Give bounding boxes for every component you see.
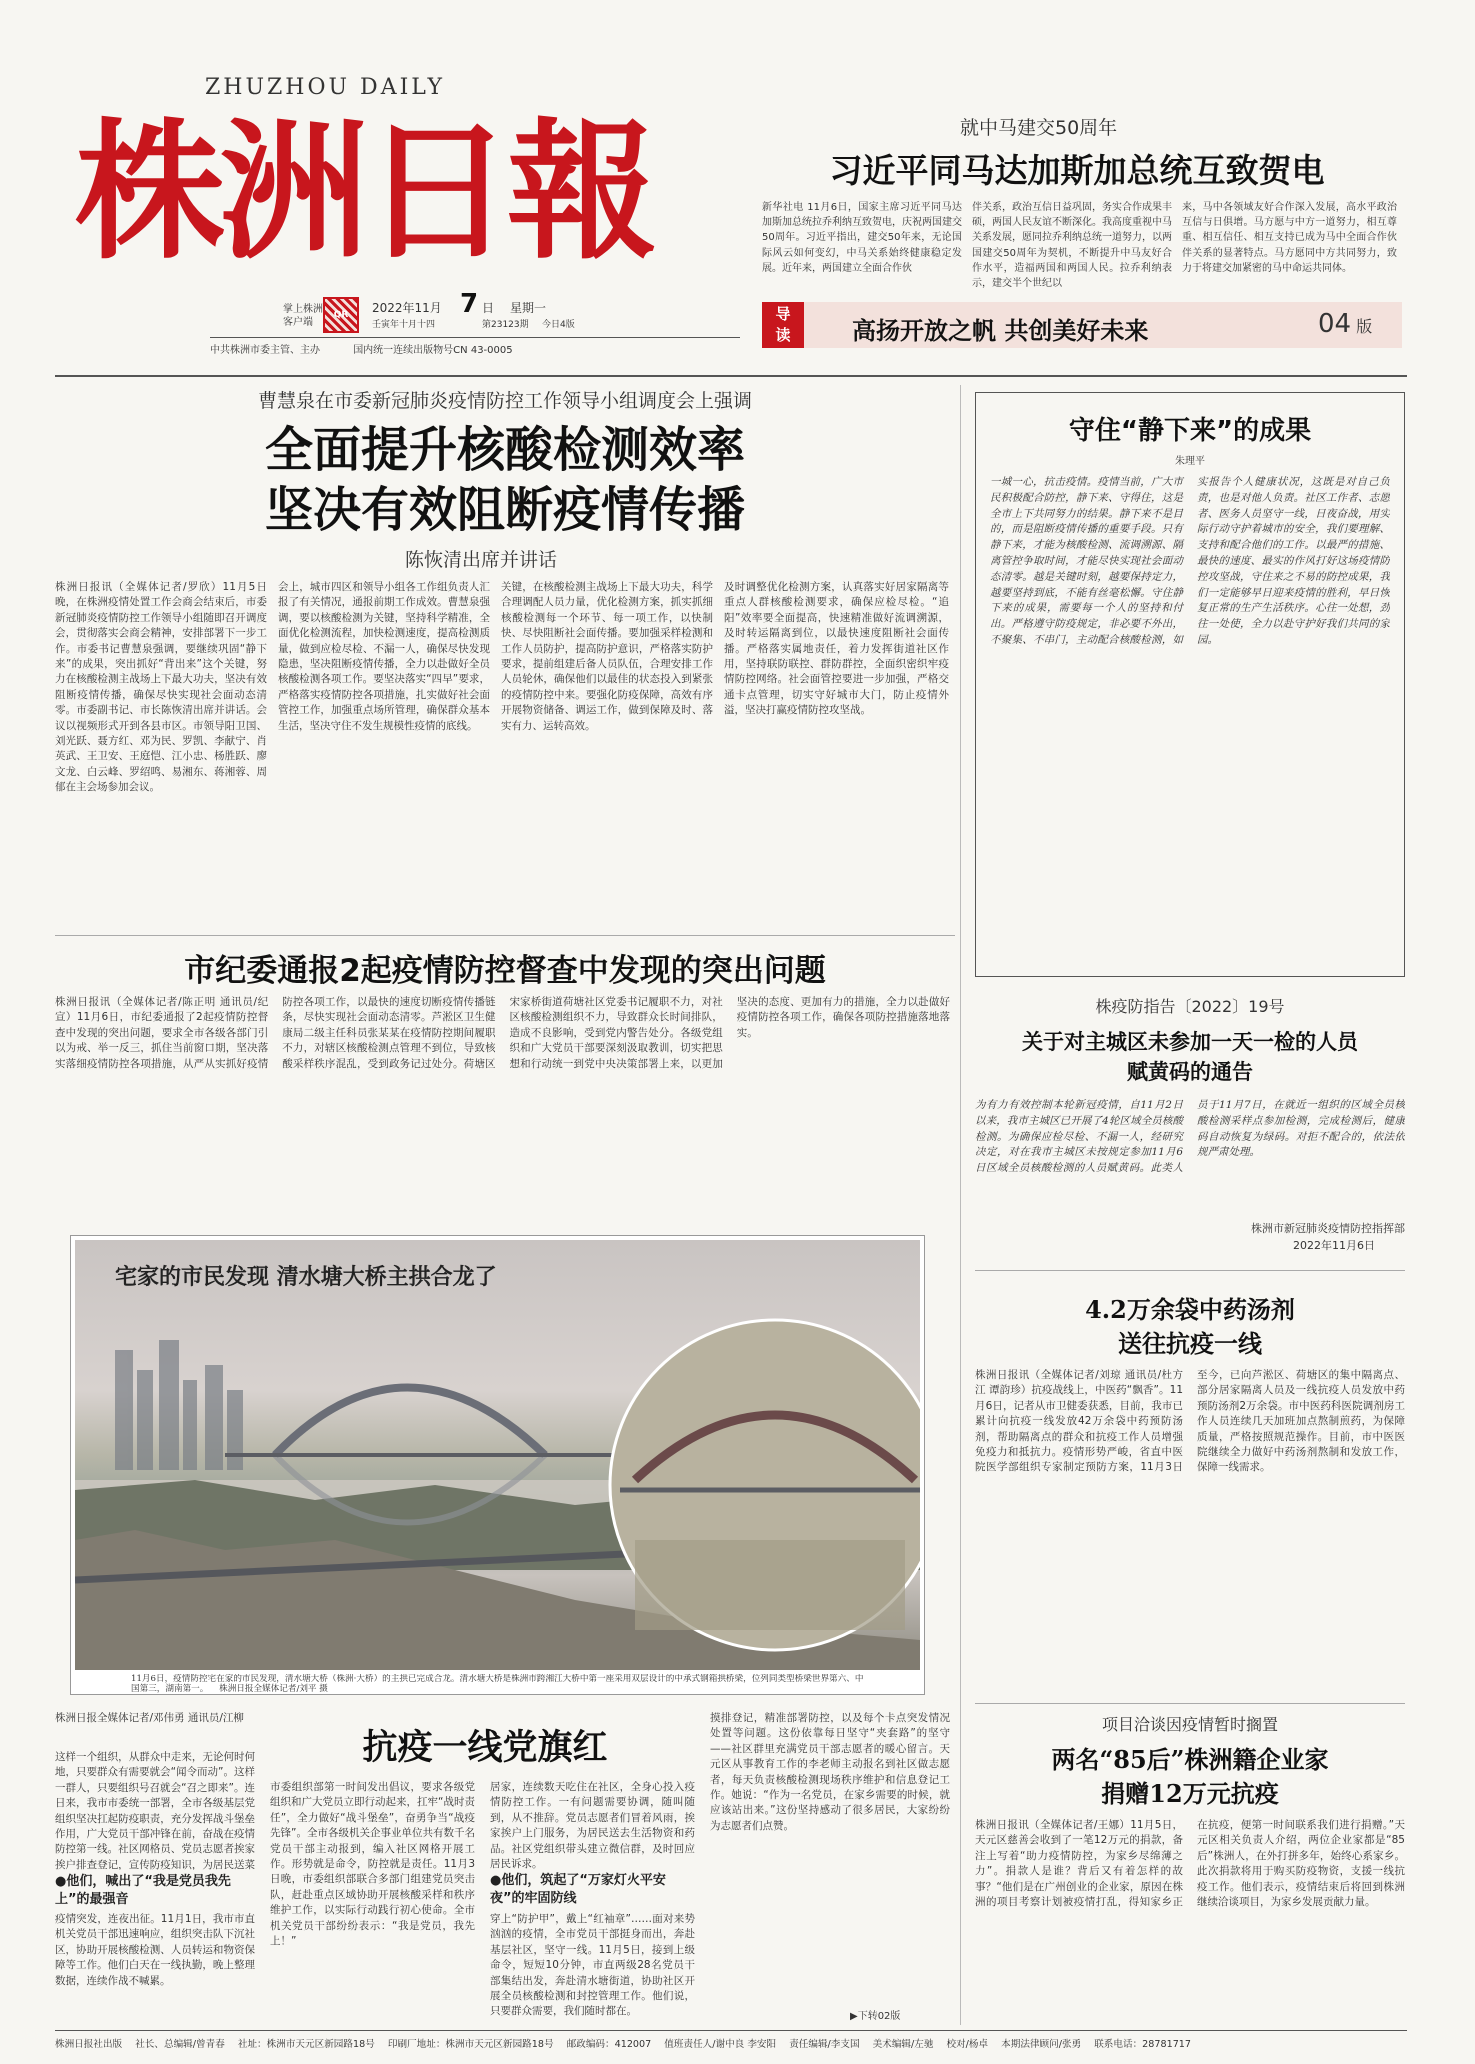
sponsor: 中共株洲市委主管、主办 [210, 345, 320, 356]
top-story-kicker: 就中马建交50周年 [960, 117, 1118, 139]
commentary-author: 朱理平 [1175, 456, 1205, 467]
party-subhead-1: ●他们，喊出了“我是党员我先上”的最强音 [55, 1874, 231, 1907]
footer-item: 本期法律顾问/张勇 [1001, 2039, 1082, 2050]
photo-caption [131, 1674, 871, 1694]
donation-kicker: 项目洽谈因疫情暂时搁置 [1101, 1715, 1278, 1734]
lead-col-4: 及时调整优化检测方案，认真落实好居家隔离等重点人群核酸检测要求，确保应检尽检。“追阳”效率要全面提高，快速精准做好流调溯源，及时转运隔离到位，以最快速度阻断社会面传播。严格落实属地责任，着力发挥街道社区作用，坚持联防联控、群防群控，全面织密织牢疫情防控网络。社会面管控要进一步加强，严格交通卡点管理，切实守好城市大门，防止疫情外溢，坚决打赢疫情防控攻坚战。 [724, 581, 949, 717]
lead-sub: 陈恢清出席并讲话 [405, 549, 558, 571]
donation-text: 株洲日报讯（全媒体记者/王娜）11月5日，天元区慈善会收到了一笔12万元的捐款，备注上写着“助力疫情防控，为家乡尽绵薄之力”。捐款人是谁？背后又有着怎样的故事？“他们是在广州创业的企业家，原因在株洲的项目考察计划被疫情打乱，得知家乡正在抗疫，便第一时间联系我们进行捐赠。”天元区相关负责人介绍，两位企业家都是“85后”株洲人，在外打拼多年，始终心系家乡。此次捐款将用于购买防疫物资，支援一线抗疫工作。他们表示，疫情结束后将回到株洲继续洽谈项目，为家乡发展贡献力量。 [975, 1819, 1405, 1909]
party-text-6: 摸排登记，精准部署防控，以及每个卡点突发情况处置等问题。这份依靠每日坚守“夹套路”的坚守——社区群里充满党员干部志愿者的暖心留言。天元区从事教育工作的李老师主动报名到社区做志愿者，每天负责核酸检测现场秩序维护和信息登记工作。她说：“作为一名党员，在家乡需要的时候，就应该站出来。”这份坚持感动了很多居民，大家纷纷为志愿者们点赞。 [710, 1712, 950, 1832]
notice-divider [975, 1270, 1405, 1271]
party-author: 株洲日报全媒体记者/邓伟勇 通讯员/江柳 [55, 1712, 244, 1724]
medicine-divider [975, 1703, 1405, 1704]
issue-number: 第23123期 [482, 320, 529, 330]
footer-item: 社址：株洲市天元区新园路18号 [237, 2039, 375, 2050]
discipline-text: 株洲日报讯（全媒体记者/陈正明 通讯员/纪宣）11月6日，市纪委通报了2起疫情防控督查中发现的突出问题，要求全市各级各部门引以为戒、举一反三，抓住当前窗口期，坚决落实落细疫情防控各项措施，从严从实抓好疫情防控各项工作，以最快的速度切断疫情传播链条，尽快实现社会面动态清零。芦淞区卫生健康局二级主任科员张某某在疫情防控期间履职不力，对辖区核酸检测点管理不到位，导致核酸采样秩序混乱，受到政务记过处分。荷塘区宋家桥街道荷塘社区党委书记履职不力，对社区核酸检测组织不力，导致群众长时间排队，造成不良影响，受到党内警告处分。各级党组织和广大党员干部要深刻汲取教训，切实把思想和行动统一到党中央决策部署上来，以更加坚决的态度、更加有力的措施，全力以赴做好疫情防控各项工作，确保各项防控措施落地落实。 [55, 996, 950, 1070]
footer-item: 联系电话：28781717 [1094, 2039, 1192, 2050]
guide-label-1: 导 [775, 305, 791, 323]
top-story-col-1: 新华社电 11月6日，国家主席习近平同马达加斯加总统拉乔利纳互致贺电，庆祝两国建交50周年。习近平指出，建交50年来，无论国际风云如何变幻，中马关系始终健康稳定发展。近年来，两国建立全面合作伙 [762, 202, 962, 274]
photo-bridge-illustration [75, 1240, 920, 1670]
party-text-4: 居家，连续数天吃住在社区，全身心投入疫情防控工作。一有问题需要协调，随叫随到，从不推辞。党员志愿者们冒着风雨，挨家挨户上门服务，为居民送去生活物资和药品。社区党组织带头建立微信群，及时回应居民诉求。 [490, 1781, 695, 1870]
lead-col-3: 关键，在核酸检测主战场上下最大功夫，科学合理调配人员力量，优化检测方案，抓实抓细核酸检测每一个环节、每一项工作，以快制快、尽快阻断社会面传播。要加强采样检测和工作人员防护，提高防护意识，严格落实防护要求，提前组建后备人员队伍，合理安排工作人员轮休，确保他们以最佳的状态投入到紧张的疫情防控中来。要强化防疫保障，高效有序开展物资储备、调运工作，做到保障及时、落实有力、运转高效。 [501, 581, 713, 732]
party-text-5: 穿上“防护甲”，戴上“红袖章”……面对来势汹汹的疫情，全市党员干部挺身而出，奔赴基层社区，坚守一线。11月5日，接到上级命令，短短10分钟，市直两级28名党员干部集结出发，奔赴清水塘街道，协助社区开展全员核酸检测和封控管理工作。他们说，只要群众需要，我们随时都在。 [490, 1913, 695, 2018]
footer-item: 值班责任人/谢中良 李安阳 [664, 2039, 777, 2050]
top-story-col-3: 来，马中各领域友好合作深入发展，高水平政治互信与日俱增。马方愿与中方一道努力，相互尊重、相互信任、相互支持已成为马中全面合作伙伴关系的显著特点。马方愿同中方共同努力，致力于将建交加紧密的马中命运共同体。 [1182, 202, 1397, 274]
party-headline: 抗疫一线党旗红 [362, 1728, 608, 1768]
right-column-divider [960, 385, 961, 2025]
lead-col-2: 会上，城市四区和领导小组各工作组负责人汇报了有关情况，通报前期工作成效。曹慧泉强调，要以核酸检测为关键，坚持科学精准，全面优化检测流程，加快检测速度，提高检测质量，做到应检尽检、不漏一人，确保尽快发现隐患，坚决阻断疫情传播，全力以赴做好全员核酸检测各项工作。要坚决落实“四早”要求，严格落实疫情防控各项措施，扎实做好社会面管控工作，加强重点场所管理，确保群众基本生活，坚决守住不发生规模性疫情的底线。 [278, 581, 490, 732]
masthead-logo: 株洲日報 [75, 104, 652, 280]
top-divider [55, 375, 1407, 377]
party-text-2: 疫情突发，连夜出征。11月1日，我市市直机关党员干部迅速响应，组织突击队下沉社区，协助开展核酸检测、人员转运和物资保障等工作。他们白天在一线执勤，晚上整理数据，连续作战不喊累。 [55, 1913, 255, 1987]
top-story-headline: 习近平同马达加斯加总统互致贺电 [829, 151, 1325, 190]
medicine-headline-2: 送往抗疫一线 [1118, 1329, 1262, 1358]
date-day: 7 [460, 289, 479, 319]
guide-page-number: 04 [1318, 309, 1352, 339]
date-year-month: 2022年11月 [372, 301, 442, 315]
party-subhead-2: ●他们，筑起了“万家灯火平安夜”的牢固防线 [490, 1873, 666, 1906]
party-continue-link[interactable]: ▶下转02版 [850, 2011, 901, 2022]
notice-number: 株疫防指告〔2022〕19号 [1095, 997, 1285, 1016]
photo-credit: 株洲日报全媒体记者/刘平 摄 [219, 1684, 328, 1694]
footer-item: 美术编辑/左驰 [872, 2039, 934, 2050]
notice-signoff: 株洲市新冠肺炎疫情防控指挥部 [1251, 1222, 1405, 1235]
photo-title: 宅家的市民发现 清水塘大桥主拱合龙了 [115, 1265, 497, 1290]
footer-item: 责任编辑/李支国 [789, 2039, 860, 2050]
top-story-col-2: 伴关系，政治互信日益巩固，务实合作成果丰硕，两国人民友谊不断深化。我高度重视中马关系发展，愿同拉乔利纳总统一道努力，以两国建交50周年为契机，不断提升中马友好合作水平，造福两国和两国人民。拉乔利纳表示，建交半个世纪以 [972, 202, 1172, 290]
footer-divider [55, 2030, 1407, 2031]
masthead-divider [210, 337, 740, 338]
qr-code-icon[interactable] [323, 297, 359, 333]
footer [55, 2036, 1407, 2050]
date-weekday: 星期一 [510, 301, 547, 315]
lead-headline-1: 全面提升核酸检测效率 [264, 422, 745, 478]
donation-headline-1: 两名“85后”株洲籍企业家 [1051, 1745, 1329, 1774]
party-intro: 这样一个组织，从群众中走来，无论何时何地，只要群众有需要就会“闻令而动”。这样一群人，只要组织号召就会“召之即来”。连日来，我市市委统一部署，全市各级基层党组织坚决扛起防疫职责，充分发挥战斗堡垒作用，广大党员干部冲锋在前，奋战在疫情防控第一线。社区网格员、党员志愿者挨家挨户排查登记，宣传防疫知识，为居民送菜 [55, 1751, 255, 1870]
footer-item: 校对/杨卓 [946, 2039, 989, 2050]
cn-number: 国内统一连续出版物号CN 43-0005 [353, 345, 513, 356]
date-block [372, 289, 782, 333]
date-day-unit: 日 [482, 301, 495, 315]
app-caption-1: 掌上株洲 [283, 304, 323, 315]
guide-bar[interactable] [762, 302, 1402, 348]
lead-kicker: 曹慧泉在市委新冠肺炎疫情防控工作领导小组调度会上强调 [257, 390, 752, 412]
sponsor-line [210, 341, 740, 356]
notice-headline-1: 关于对主城区未参加一天一检的人员 [1022, 1029, 1358, 1054]
notice-headline-2: 赋黄码的通告 [1127, 1059, 1253, 1084]
footer-item: 邮政编码：412007 [566, 2039, 652, 2050]
photo-caption-text: 11月6日，疫情防控宅在家的市民发现，清水塘大桥（株洲·大桥）的主拱已完成合龙。清水塘大桥是株洲市跨湘江大桥中第一座采用双层设计的中承式钢箱拱桥梁，位列同类型桥梁世界第六、中国第三，湖南第一。 [131, 1674, 864, 1694]
app-caption-2: 客户端 [283, 317, 313, 328]
guide-page-unit: 版 [1356, 317, 1373, 336]
guide-text[interactable]: 高扬开放之帆 共创美好未来 [852, 317, 1149, 345]
medicine-headline-1: 4.2万余袋中药汤剂 [1085, 1295, 1295, 1324]
guide-label [762, 302, 804, 348]
lead-divider [55, 935, 955, 936]
page-count: 今日4版 [542, 320, 575, 330]
footer-item: 社长、总编辑/曾青春 [135, 2039, 225, 2050]
footer-item: 印刷厂地址：株洲市天元区新园路18号 [387, 2039, 554, 2050]
medicine-text: 株洲日报讯（全媒体记者/刘琼 通讯员/杜方江 谭韵珍）抗疫战线上，中医药“飘香”。11月6日，记者从市卫健委获悉，目前，我市已累计向抗疫一线发放42万余袋中药预防汤剂，帮助隔离点的群众和抗疫工作人员增强免疫力和抵抗力。疫情形势严峻，省直中医院医学部组织专家制定预防方案，11月3日至今，已向芦淞区、荷塘区的集中隔离点、部分居家隔离人员及一线抗疫人员发放中药预防汤剂2万余袋。市中医药科医院调剂房工作人员连续几天加班加点熬制煎药，为保障质量，严格按照规范操作。目前，市中医医院继续全力做好中药汤剂熬制和发放工作，保障一线需求。 [975, 1369, 1405, 1474]
party-text-3: 市委组织部第一时间发出倡议，要求各级党组织和广大党员立即行动起来，扛牢“战时责任”，全力做好“战斗堡垒”，奋勇争当“战疫先锋”。全市各级机关企事业单位共有数千名党员干部主动报到，编入社区网格开展工作。形势就是命令，防控就是责任。11月3日晚，市委组织部联合多部门组建党员突击队，赶赴重点区域协助开展核酸采样和秩序维护工作，以实际行动践行初心使命。全市机关党员干部纷纷表示：“我是党员，我先上！” [270, 1781, 475, 1948]
donation-headline-2: 捐赠12万元抗疫 [1101, 1779, 1279, 1808]
guide-label-2: 读 [775, 326, 791, 344]
notice-text: 为有力有效控制本轮新冠疫情，自11月2日以来，我市主城区已开展了4轮区域全员核酸检测。为确保应检尽检、不漏一人，经研究决定，对在我市主城区未按规定参加11月6日区域全员核酸检测的人员赋黄码。此类人员于11月7日，在就近一组织的区域全员核酸检测采样点参加检测，完成检测后，健康码自动恢复为绿码。对拒不配合的，依法依规严肃处理。 [975, 1099, 1405, 1175]
date-lunar: 壬寅年十月十四 [372, 320, 436, 330]
photo-frame [70, 1235, 925, 1695]
commentary-text: 一城一心，抗击疫情。疫情当前，广大市民积极配合防控，静下来、守得住，这是全市上下共同努力的结果。静下来不是目的，而是阻断疫情传播的重要手段。只有静下来，才能为核酸检测、流调溯源、隔离管控争取时间，才能尽快实现社会面动态清零。越是关键时刻，越要保持定力，越要坚持到底，不能有丝毫松懈。守住静下来的成果，需要每一个人的坚持和付出。严格遵守防疫规定，非必要不外出，不聚集、不串门，主动配合核酸检测，如实报告个人健康状况，这既是对自己负责，也是对他人负责。社区工作者、志愿者、医务人员坚守一线，日夜奋战，用实际行动守护着城市的安全，我们要理解、支持和配合他们的工作。以最严的措施、最快的速度、最实的作风打好这场疫情防控攻坚战，守住来之不易的防控成果，我们一定能够早日迎来疫情的胜利，早日恢复正常的生产生活秩序。心往一处想，劲往一处使，全力以赴守护好我们共同的家园。 [990, 476, 1390, 646]
commentary-headline: 守住“静下来”的成果 [1068, 416, 1312, 446]
footer-item: 株洲日报社出版 [55, 2039, 123, 2050]
photo-image [75, 1240, 920, 1670]
lead-headline-2: 坚决有效阻断疫情传播 [264, 482, 745, 538]
app-caption [283, 303, 323, 329]
discipline-headline: 市纪委通报2起疫情防控督查中发现的突出问题 [184, 953, 826, 989]
masthead-english: ZHUZHOU DAILY [205, 75, 445, 100]
notice-date: 2022年11月6日 [1293, 1239, 1375, 1252]
lead-col-1: 株洲日报讯（全媒体记者/罗欣）11月5日晚，在株洲疫情处置工作会商会结束后，市委新冠肺炎疫情防控工作领导小组随即召开调度会，贯彻落实会商会精神，安排部署下一步工作。市委书记曹慧泉强调，要继续巩固“静下来”的成果，突出抓好“背出来”这个关键，努力在核酸检测主战场上下最大功夫，坚决有效阻断疫情传播，确保尽快实现社会面动态清零。市委副书记、市长陈恢清出席并讲话。会议以视频形式开到各县市区。市领导阳卫国、刘光跃、聂方红、邓为民、罗凯、李献宁、肖英武、王卫安、王庭恺、江小忠、杨胜跃、廖文龙、白云峰、罗绍鸣、易湘东、蒋湘蓉、周郁在主会场参加会议。 [55, 581, 267, 794]
guide-page [1318, 309, 1372, 339]
qr-code-label: QR [333, 310, 349, 320]
